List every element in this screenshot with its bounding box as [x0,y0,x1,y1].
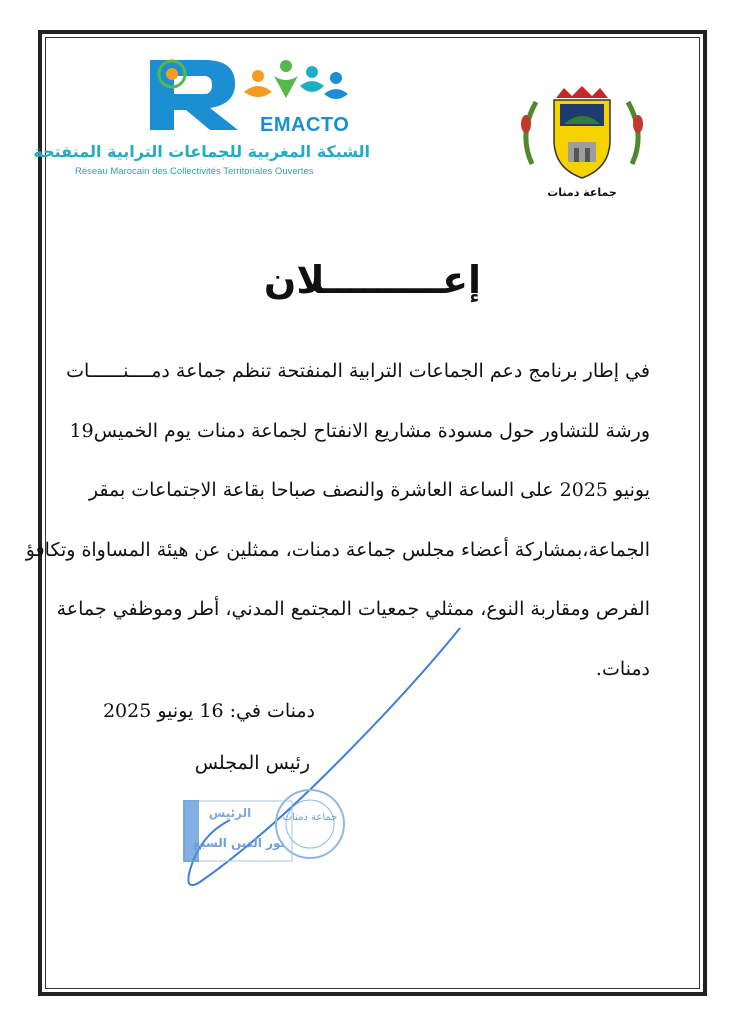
body-line: دمنات. [595,657,650,680]
body-line: الفرص ومقاربة النوع، ممثلي جمعيات المجتمع المدني، أطر وموظفي جماعة [56,598,650,620]
remacto-brand: EMACTO [260,114,350,136]
round-seal-icon [274,788,346,860]
body-line: يونيو 2025 على الساعة العاشرة والنصف صباحا بقاعة الاجتماعات بمقر [88,479,650,501]
announcement-title: إعـــــــــلان [263,258,482,302]
body-line: ورشة للتشاور حول مسودة مشاريع الانفتاح لجماعة دمنات يوم الخميس19 [69,419,650,442]
body-line: الجماعة،بمشاركة أعضاء مجلس جماعة دمنات، ممثلين عن هيئة المساواة وتكافؤ [25,538,650,561]
stamp-name: نور الدين السبع [192,836,286,850]
commune-caption: جماعة دمنات [547,186,617,199]
remacto-name-fr: Réseau Marocain des Collectivités Territoriales Ouvertes [75,166,314,177]
place-date: دمنات في: 16 يونيو 2025 [102,700,315,722]
round-seal-text: جماعة دمنات [282,812,338,823]
remacto-logo [33,52,370,187]
signer-title: رئيس المجلس [194,752,310,774]
commune-emblem [512,84,652,214]
body-line: في إطار برنامج دعم الجماعات الترابية المنفتحة تنظم جماعة دمــــنــــــات [66,360,650,382]
commune-crest-icon [512,84,652,184]
remacto-name-ar: الشبكة المغربية للجماعات الترابية المنفتحة [33,142,370,161]
stamp-title: الرئيس [208,806,252,820]
